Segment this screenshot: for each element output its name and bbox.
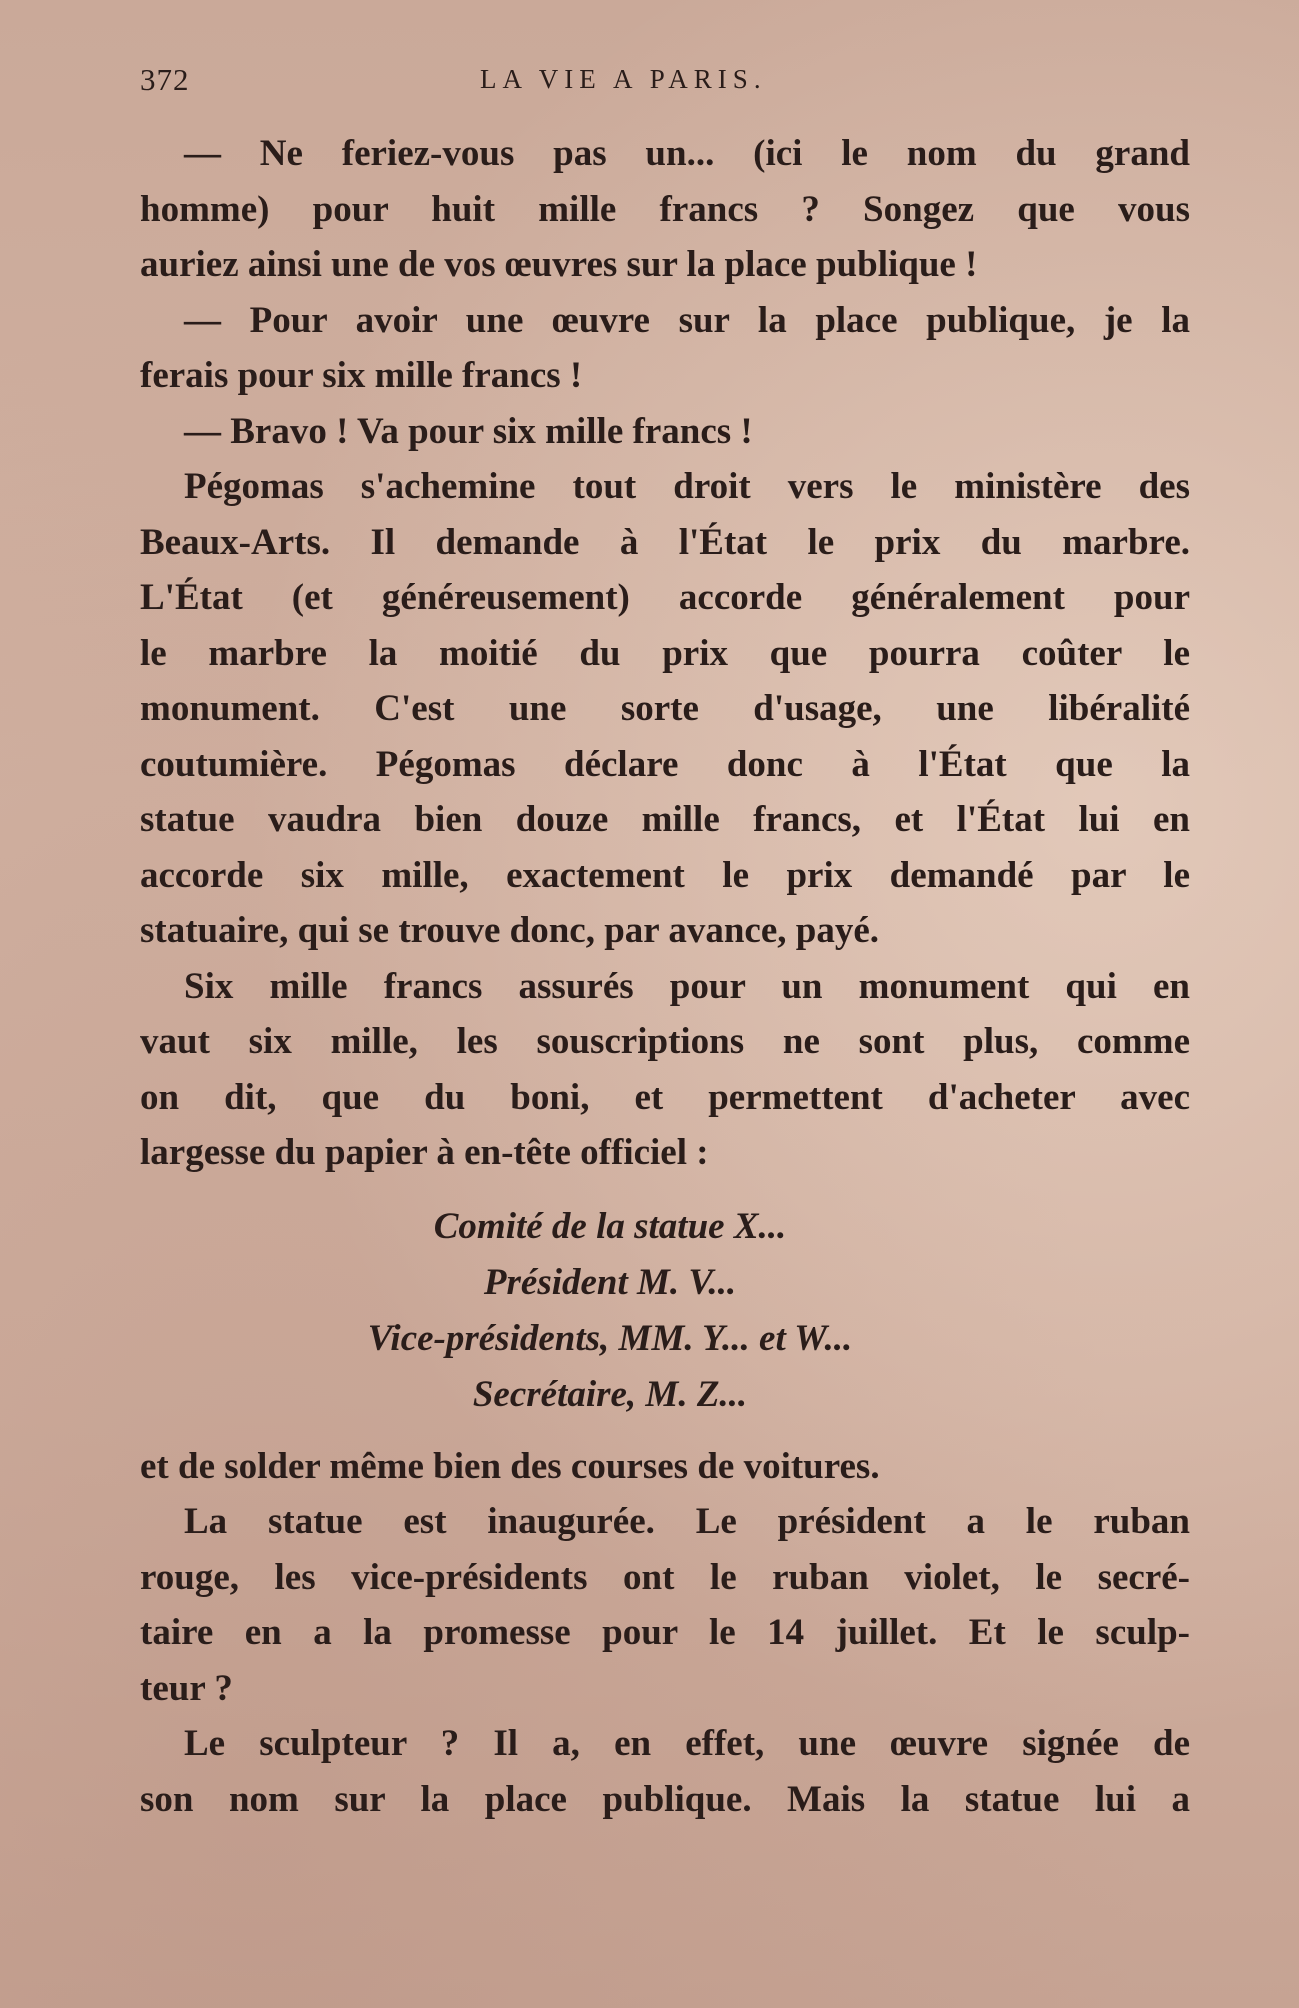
text-line: statue vaudra bien douze mille francs, et l'État lui en (140, 799, 1190, 840)
text-line: le marbre la moitié du prix que pourra coûter le (140, 632, 1190, 674)
committee-line: Secrétaire, M. Z... (472, 1373, 748, 1415)
page-number: 372 (140, 62, 190, 97)
text-line: monument. C'est une sorte d'usage, une libéralité (140, 688, 1190, 729)
text-line: accorde six mille, exactement le prix demandé par le (140, 854, 1190, 896)
text-line: largesse du papier à en-tête officiel : (140, 1132, 709, 1173)
text-line: auriez ainsi une de vos œuvres sur la place publique ! (140, 244, 978, 285)
text-line: vaut six mille, les souscriptions ne sont plus, comme (140, 1021, 1190, 1062)
text-line: et de solder même bien des courses de voitures. (140, 1445, 880, 1487)
text-line: on dit, que du boni, et permettent d'acheter avec (140, 1076, 1190, 1118)
text-line: coutumière. Pégomas déclare donc à l'État que la (140, 743, 1190, 785)
committee-line: Vice-présidents, MM. Y... et W... (367, 1317, 853, 1359)
text-line: Pégomas s'achemine tout droit vers le ministère des (184, 466, 1190, 507)
text-line: L'État (et généreusement) accorde généralement pour (140, 577, 1190, 618)
text-line: taire en a la promesse pour le 14 juillet. Et le sculp- (140, 1612, 1190, 1653)
text-line: — Ne feriez-vous pas un... (ici le nom du grand (184, 133, 1190, 174)
committee-line: Comité de la statue X... (433, 1205, 787, 1247)
text-line: rouge, les vice-présidents ont le ruban violet, le secré- (140, 1556, 1190, 1598)
text-line: — Bravo ! Va pour six mille francs ! (184, 410, 753, 452)
committee-line: Président M. V... (483, 1261, 737, 1303)
text-line: teur ? (140, 1667, 233, 1709)
text-line: ferais pour six mille francs ! (140, 355, 583, 396)
paragraph-block (140, 126, 1190, 1181)
committee-letterhead (140, 1199, 1190, 1423)
page-header (140, 62, 1190, 102)
body-text (140, 126, 1190, 1827)
text-line: Le sculpteur ? Il a, en effet, une œuvre signée de (184, 1723, 1190, 1764)
text-line: Beaux-Arts. Il demande à l'État le prix du marbre. (140, 521, 1190, 563)
text-line: La statue est inaugurée. Le président a le ruban (184, 1501, 1190, 1542)
text-line: son nom sur la place publique. Mais la statue lui a (140, 1778, 1190, 1820)
text-line: homme) pour huit mille francs ? Songez que vous (140, 188, 1190, 230)
running-title: LA VIE A PARIS. (480, 64, 767, 94)
closing-block (140, 1439, 1190, 1828)
text-line: statuaire, qui se trouve donc, par avance, payé. (140, 910, 879, 951)
text-line: Six mille francs assurés pour un monument qui en (184, 965, 1190, 1007)
text-line: — Pour avoir une œuvre sur la place publique, je la (184, 299, 1190, 341)
